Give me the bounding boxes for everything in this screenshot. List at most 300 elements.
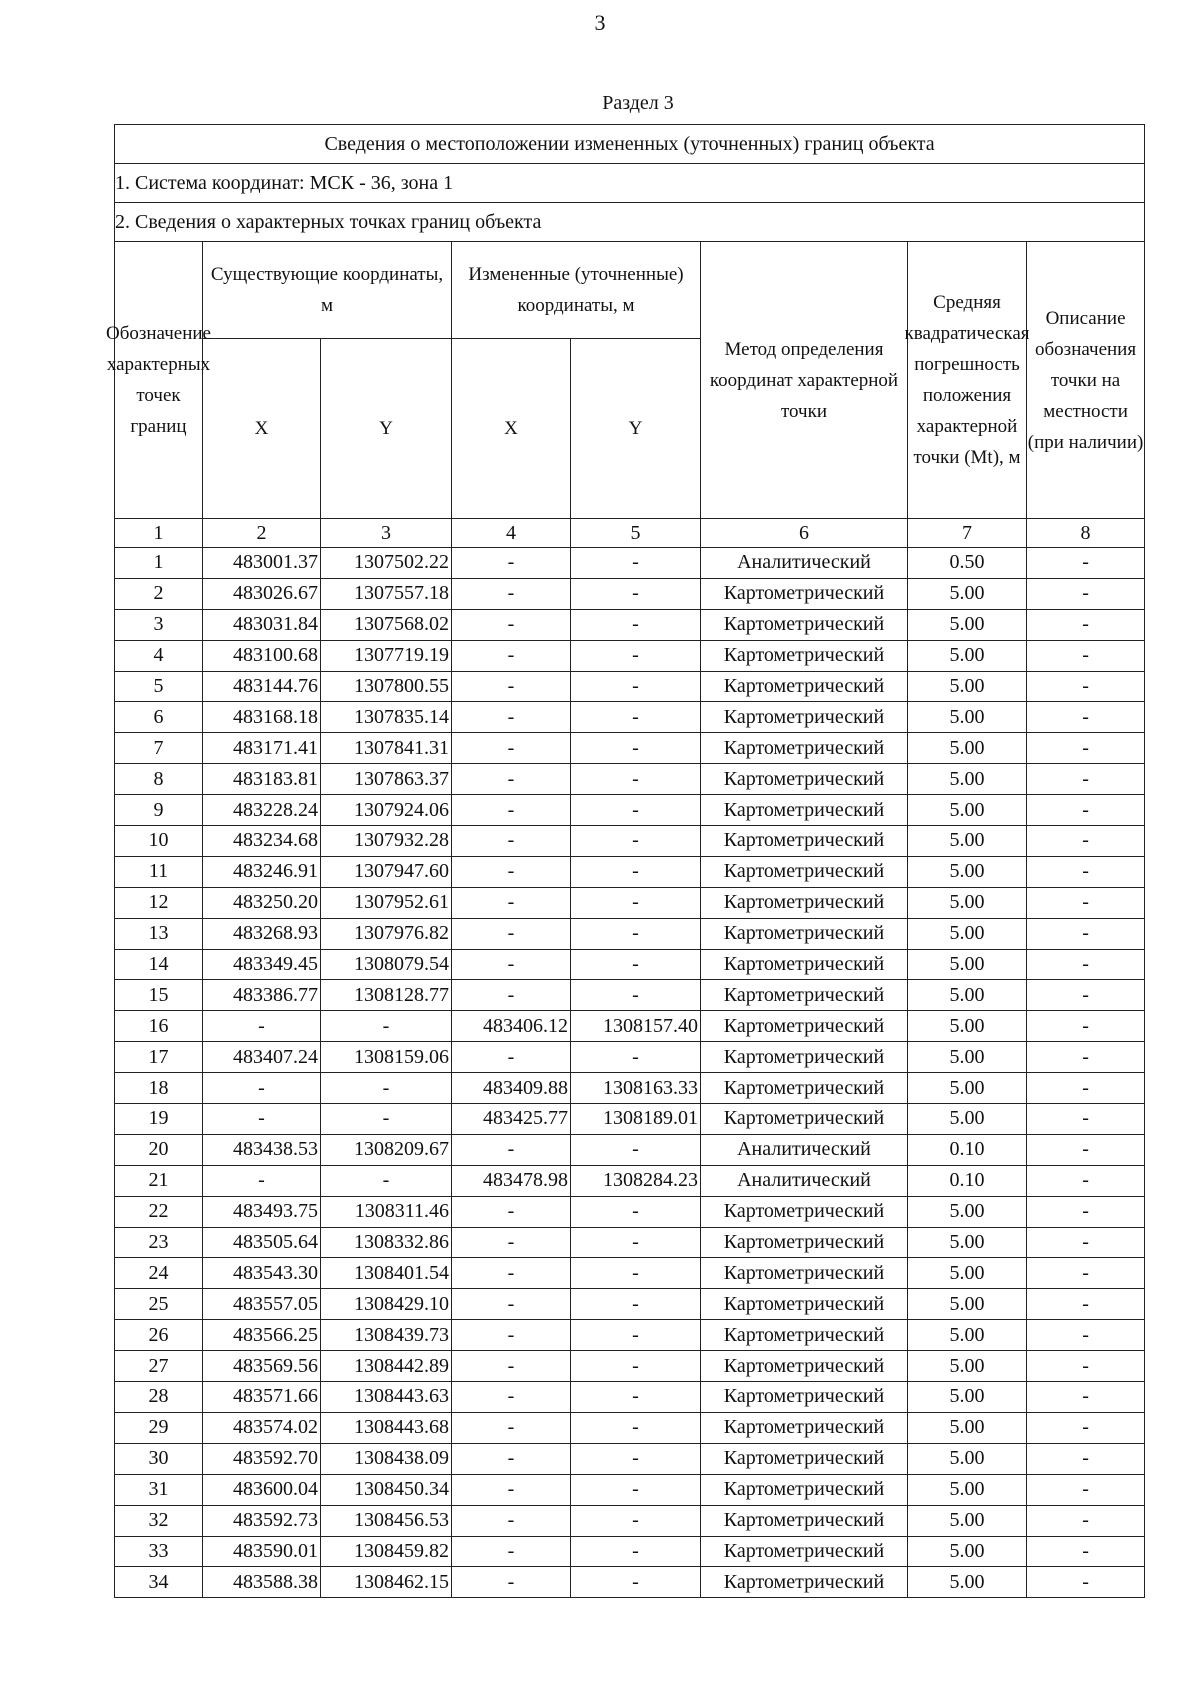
cell-y-existing: 1307932.28 bbox=[321, 826, 452, 857]
cell-y-changed: - bbox=[571, 1196, 701, 1227]
cell-point-number: 31 bbox=[115, 1474, 203, 1505]
cell-method: Аналитический bbox=[701, 548, 908, 579]
cell-x-changed: - bbox=[452, 795, 571, 826]
cell-x-existing: 483592.73 bbox=[203, 1505, 321, 1536]
cell-method: Картометрический bbox=[701, 795, 908, 826]
cell-method: Картометрический bbox=[701, 980, 908, 1011]
header-existing-coords: Существующие координаты, м bbox=[203, 242, 452, 339]
cell-method: Картометрический bbox=[701, 887, 908, 918]
cell-x-changed: - bbox=[452, 764, 571, 795]
cell-x-changed: - bbox=[452, 1042, 571, 1073]
page-number: 3 bbox=[594, 10, 606, 35]
cell-description: - bbox=[1027, 856, 1145, 887]
cell-mean-error: 5.00 bbox=[908, 1320, 1027, 1351]
cell-description: - bbox=[1027, 1042, 1145, 1073]
column-number: 2 bbox=[203, 519, 321, 548]
cell-y-changed: - bbox=[571, 1320, 701, 1351]
cell-description: - bbox=[1027, 578, 1145, 609]
cell-x-changed: - bbox=[452, 1227, 571, 1258]
cell-x-changed: - bbox=[452, 949, 571, 980]
cell-y-existing: 1308209.67 bbox=[321, 1134, 452, 1165]
cell-x-existing: 483571.66 bbox=[203, 1382, 321, 1413]
cell-y-changed: - bbox=[571, 1505, 701, 1536]
cell-x-existing: 483234.68 bbox=[203, 826, 321, 857]
cell-y-existing: 1308332.86 bbox=[321, 1227, 452, 1258]
cell-mean-error: 5.00 bbox=[908, 949, 1027, 980]
table-row bbox=[115, 1042, 1145, 1073]
cell-y-changed: 1308284.23 bbox=[571, 1165, 701, 1196]
header-method: Метод определения координат характерной точки bbox=[701, 242, 908, 519]
cell-mean-error: 5.00 bbox=[908, 1258, 1027, 1289]
table-row bbox=[115, 733, 1145, 764]
cell-y-existing: 1308429.10 bbox=[321, 1289, 452, 1320]
cell-y-existing: 1308462.15 bbox=[321, 1567, 452, 1598]
table-row bbox=[115, 548, 1145, 579]
cell-y-existing: 1307976.82 bbox=[321, 918, 452, 949]
cell-x-changed: - bbox=[452, 609, 571, 640]
cell-x-changed: - bbox=[452, 980, 571, 1011]
cell-method: Картометрический bbox=[701, 1073, 908, 1104]
cell-method: Картометрический bbox=[701, 733, 908, 764]
cell-description: - bbox=[1027, 1412, 1145, 1443]
cell-description: - bbox=[1027, 1536, 1145, 1567]
cell-y-changed: - bbox=[571, 578, 701, 609]
cell-mean-error: 5.00 bbox=[908, 671, 1027, 702]
cell-mean-error: 5.00 bbox=[908, 1289, 1027, 1320]
cell-y-existing: 1307502.22 bbox=[321, 548, 452, 579]
cell-point-number: 15 bbox=[115, 980, 203, 1011]
cell-mean-error: 5.00 bbox=[908, 1042, 1027, 1073]
cell-y-changed: 1308189.01 bbox=[571, 1104, 701, 1135]
cell-point-number: 28 bbox=[115, 1382, 203, 1413]
cell-y-existing: - bbox=[321, 1011, 452, 1042]
cell-x-existing: 483144.76 bbox=[203, 671, 321, 702]
cell-method: Картометрический bbox=[701, 702, 908, 733]
cell-y-changed: - bbox=[571, 980, 701, 1011]
cell-method: Картометрический bbox=[701, 1042, 908, 1073]
table-row bbox=[115, 640, 1145, 671]
cell-x-existing: - bbox=[203, 1165, 321, 1196]
table-row bbox=[115, 949, 1145, 980]
cell-x-changed: - bbox=[452, 733, 571, 764]
cell-y-existing: 1308439.73 bbox=[321, 1320, 452, 1351]
table-row bbox=[115, 795, 1145, 826]
cell-x-existing: 483592.70 bbox=[203, 1443, 321, 1474]
cell-method: Картометрический bbox=[701, 1196, 908, 1227]
table-row bbox=[115, 1320, 1145, 1351]
cell-mean-error: 5.00 bbox=[908, 1011, 1027, 1042]
cell-y-changed: - bbox=[571, 1474, 701, 1505]
cell-mean-error: 5.00 bbox=[908, 764, 1027, 795]
cell-y-changed: - bbox=[571, 1042, 701, 1073]
cell-x-existing: 483268.93 bbox=[203, 918, 321, 949]
cell-y-existing: 1307947.60 bbox=[321, 856, 452, 887]
cell-mean-error: 5.00 bbox=[908, 733, 1027, 764]
cell-mean-error: 5.00 bbox=[908, 578, 1027, 609]
cell-y-existing: 1307952.61 bbox=[321, 887, 452, 918]
cell-y-existing: 1308438.09 bbox=[321, 1443, 452, 1474]
cell-point-number: 4 bbox=[115, 640, 203, 671]
cell-y-changed: - bbox=[571, 1412, 701, 1443]
cell-y-changed: - bbox=[571, 733, 701, 764]
table-row bbox=[115, 980, 1145, 1011]
cell-description: - bbox=[1027, 1474, 1145, 1505]
cell-method: Картометрический bbox=[701, 609, 908, 640]
cell-method: Картометрический bbox=[701, 1289, 908, 1320]
column-number: 7 bbox=[908, 519, 1027, 548]
cell-point-number: 13 bbox=[115, 918, 203, 949]
cell-description: - bbox=[1027, 949, 1145, 980]
column-number: 3 bbox=[321, 519, 452, 548]
cell-method: Картометрический bbox=[701, 1505, 908, 1536]
column-number: 5 bbox=[571, 519, 701, 548]
cell-y-existing: 1308443.68 bbox=[321, 1412, 452, 1443]
cell-method: Аналитический bbox=[701, 1165, 908, 1196]
cell-y-changed: 1308157.40 bbox=[571, 1011, 701, 1042]
table-row bbox=[115, 918, 1145, 949]
cell-description: - bbox=[1027, 609, 1145, 640]
cell-y-changed: - bbox=[571, 764, 701, 795]
cell-y-changed: - bbox=[571, 1258, 701, 1289]
cell-description: - bbox=[1027, 826, 1145, 857]
cell-description: - bbox=[1027, 1196, 1145, 1227]
cell-x-existing: 483171.41 bbox=[203, 733, 321, 764]
cell-x-existing: 483569.56 bbox=[203, 1351, 321, 1382]
cell-x-existing: 483566.25 bbox=[203, 1320, 321, 1351]
cell-y-existing: 1307719.19 bbox=[321, 640, 452, 671]
cell-x-existing: 483031.84 bbox=[203, 609, 321, 640]
cell-y-existing: 1308443.63 bbox=[321, 1382, 452, 1413]
cell-mean-error: 5.00 bbox=[908, 1073, 1027, 1104]
cell-y-existing: 1308401.54 bbox=[321, 1258, 452, 1289]
cell-method: Картометрический bbox=[701, 1536, 908, 1567]
cell-description: - bbox=[1027, 1289, 1145, 1320]
cell-mean-error: 5.00 bbox=[908, 887, 1027, 918]
cell-mean-error: 5.00 bbox=[908, 1474, 1027, 1505]
cell-point-number: 1 bbox=[115, 548, 203, 579]
cell-point-number: 14 bbox=[115, 949, 203, 980]
cell-description: - bbox=[1027, 1165, 1145, 1196]
cell-point-number: 24 bbox=[115, 1258, 203, 1289]
cell-mean-error: 5.00 bbox=[908, 1536, 1027, 1567]
cell-mean-error: 5.00 bbox=[908, 1196, 1027, 1227]
cell-description: - bbox=[1027, 887, 1145, 918]
cell-y-existing: 1307924.06 bbox=[321, 795, 452, 826]
table-body bbox=[115, 548, 1145, 1598]
cell-x-existing: 483590.01 bbox=[203, 1536, 321, 1567]
cell-point-number: 22 bbox=[115, 1196, 203, 1227]
table-row bbox=[115, 1536, 1145, 1567]
cell-description: - bbox=[1027, 795, 1145, 826]
cell-description: - bbox=[1027, 548, 1145, 579]
cell-point-number: 6 bbox=[115, 702, 203, 733]
cell-y-changed: - bbox=[571, 640, 701, 671]
cell-x-changed: - bbox=[452, 1536, 571, 1567]
table-row bbox=[115, 578, 1145, 609]
column-number: 6 bbox=[701, 519, 908, 548]
cell-mean-error: 5.00 bbox=[908, 609, 1027, 640]
table-row bbox=[115, 1196, 1145, 1227]
cell-y-existing: 1307568.02 bbox=[321, 609, 452, 640]
column-number: 8 bbox=[1027, 519, 1145, 548]
cell-x-existing: 483183.81 bbox=[203, 764, 321, 795]
cell-point-number: 12 bbox=[115, 887, 203, 918]
cell-y-existing: - bbox=[321, 1165, 452, 1196]
table-row bbox=[115, 1289, 1145, 1320]
cell-x-changed: 483478.98 bbox=[452, 1165, 571, 1196]
cell-mean-error: 5.00 bbox=[908, 980, 1027, 1011]
table-row bbox=[115, 1104, 1145, 1135]
header-y-existing: Y bbox=[321, 339, 452, 519]
table-row bbox=[115, 1412, 1145, 1443]
cell-point-number: 5 bbox=[115, 671, 203, 702]
cell-x-changed: 483406.12 bbox=[452, 1011, 571, 1042]
cell-method: Картометрический bbox=[701, 1104, 908, 1135]
cell-method: Картометрический bbox=[701, 856, 908, 887]
cell-point-number: 3 bbox=[115, 609, 203, 640]
cell-method: Картометрический bbox=[701, 826, 908, 857]
cell-point-number: 17 bbox=[115, 1042, 203, 1073]
cell-point-number: 34 bbox=[115, 1567, 203, 1598]
cell-x-existing: 483001.37 bbox=[203, 548, 321, 579]
cell-method: Картометрический bbox=[701, 1227, 908, 1258]
cell-method: Картометрический bbox=[701, 949, 908, 980]
cell-y-existing: 1308456.53 bbox=[321, 1505, 452, 1536]
header-x-changed: X bbox=[452, 339, 571, 519]
cell-y-existing: 1308311.46 bbox=[321, 1196, 452, 1227]
cell-y-existing: 1308128.77 bbox=[321, 980, 452, 1011]
table-row bbox=[115, 1505, 1145, 1536]
cell-y-existing: 1307557.18 bbox=[321, 578, 452, 609]
table-row bbox=[115, 856, 1145, 887]
table-row bbox=[115, 764, 1145, 795]
header-point-designation: Обозначение характерных точек границ bbox=[106, 323, 211, 437]
cell-x-existing: 483600.04 bbox=[203, 1474, 321, 1505]
cell-y-changed: - bbox=[571, 856, 701, 887]
cell-x-existing: - bbox=[203, 1104, 321, 1135]
cell-method: Картометрический bbox=[701, 578, 908, 609]
cell-x-changed: 483409.88 bbox=[452, 1073, 571, 1104]
cell-mean-error: 5.00 bbox=[908, 1227, 1027, 1258]
table-row bbox=[115, 1227, 1145, 1258]
header-y-changed: Y bbox=[571, 339, 701, 519]
cell-y-changed: 1308163.33 bbox=[571, 1073, 701, 1104]
cell-x-changed: - bbox=[452, 640, 571, 671]
cell-x-existing: 483349.45 bbox=[203, 949, 321, 980]
cell-point-number: 19 bbox=[115, 1104, 203, 1135]
points-info-heading: 2. Сведения о характерных точках границ объекта bbox=[115, 203, 1145, 242]
cell-y-existing: 1308450.34 bbox=[321, 1474, 452, 1505]
table-row bbox=[115, 702, 1145, 733]
cell-x-existing: 483493.75 bbox=[203, 1196, 321, 1227]
cell-description: - bbox=[1027, 702, 1145, 733]
boundary-points-table bbox=[106, 124, 1145, 1598]
table-row bbox=[115, 609, 1145, 640]
column-number: 4 bbox=[452, 519, 571, 548]
cell-description: - bbox=[1027, 1505, 1145, 1536]
table-row bbox=[115, 1258, 1145, 1289]
cell-mean-error: 5.00 bbox=[908, 1382, 1027, 1413]
column-number-row bbox=[115, 519, 1145, 548]
cell-y-changed: - bbox=[571, 1289, 701, 1320]
cell-mean-error: 5.00 bbox=[908, 1104, 1027, 1135]
cell-y-existing: 1307835.14 bbox=[321, 702, 452, 733]
cell-description: - bbox=[1027, 733, 1145, 764]
cell-x-existing: 483574.02 bbox=[203, 1412, 321, 1443]
table-row bbox=[115, 1474, 1145, 1505]
cell-y-changed: - bbox=[571, 795, 701, 826]
cell-x-existing: 483588.38 bbox=[203, 1567, 321, 1598]
cell-y-existing: 1307841.31 bbox=[321, 733, 452, 764]
cell-point-number: 20 bbox=[115, 1134, 203, 1165]
header-changed-coords: Измененные (уточненные) координаты, м bbox=[452, 242, 701, 339]
cell-y-changed: - bbox=[571, 609, 701, 640]
table-row bbox=[115, 1382, 1145, 1413]
cell-method: Картометрический bbox=[701, 1258, 908, 1289]
cell-description: - bbox=[1027, 1227, 1145, 1258]
cell-mean-error: 5.00 bbox=[908, 702, 1027, 733]
cell-point-number: 18 bbox=[115, 1073, 203, 1104]
cell-y-changed: - bbox=[571, 671, 701, 702]
cell-description: - bbox=[1027, 1011, 1145, 1042]
column-number: 1 bbox=[115, 519, 203, 548]
cell-y-changed: - bbox=[571, 1351, 701, 1382]
cell-y-changed: - bbox=[571, 1382, 701, 1413]
cell-mean-error: 5.00 bbox=[908, 1443, 1027, 1474]
cell-x-existing: 483407.24 bbox=[203, 1042, 321, 1073]
cell-description: - bbox=[1027, 764, 1145, 795]
cell-point-number: 8 bbox=[115, 764, 203, 795]
cell-x-changed: - bbox=[452, 1567, 571, 1598]
cell-method: Картометрический bbox=[701, 1412, 908, 1443]
cell-method: Картометрический bbox=[701, 1443, 908, 1474]
header-description: Описание обозначения точки на местности (при наличии) bbox=[1027, 307, 1144, 453]
cell-y-existing: 1308079.54 bbox=[321, 949, 452, 980]
cell-description: - bbox=[1027, 1351, 1145, 1382]
cell-method: Картометрический bbox=[701, 640, 908, 671]
cell-point-number: 7 bbox=[115, 733, 203, 764]
cell-y-existing: - bbox=[321, 1073, 452, 1104]
table-row bbox=[115, 1165, 1145, 1196]
cell-x-existing: 483246.91 bbox=[203, 856, 321, 887]
cell-method: Картометрический bbox=[701, 764, 908, 795]
cell-description: - bbox=[1027, 980, 1145, 1011]
cell-description: - bbox=[1027, 640, 1145, 671]
cell-description: - bbox=[1027, 1104, 1145, 1135]
cell-y-changed: - bbox=[571, 548, 701, 579]
cell-y-changed: - bbox=[571, 1227, 701, 1258]
cell-x-changed: - bbox=[452, 856, 571, 887]
cell-point-number: 29 bbox=[115, 1412, 203, 1443]
cell-point-number: 27 bbox=[115, 1351, 203, 1382]
cell-x-changed: - bbox=[452, 548, 571, 579]
cell-x-changed: - bbox=[452, 578, 571, 609]
cell-point-number: 10 bbox=[115, 826, 203, 857]
table-row bbox=[115, 1073, 1145, 1104]
cell-y-changed: - bbox=[571, 918, 701, 949]
cell-description: - bbox=[1027, 1320, 1145, 1351]
cell-y-existing: 1307800.55 bbox=[321, 671, 452, 702]
cell-point-number: 2 bbox=[115, 578, 203, 609]
cell-description: - bbox=[1027, 1134, 1145, 1165]
cell-x-changed: - bbox=[452, 1289, 571, 1320]
cell-method: Картометрический bbox=[701, 1474, 908, 1505]
cell-y-changed: - bbox=[571, 1567, 701, 1598]
cell-y-existing: 1307863.37 bbox=[321, 764, 452, 795]
cell-point-number: 32 bbox=[115, 1505, 203, 1536]
cell-x-changed: - bbox=[452, 887, 571, 918]
cell-x-existing: 483168.18 bbox=[203, 702, 321, 733]
cell-description: - bbox=[1027, 1073, 1145, 1104]
cell-point-number: 26 bbox=[115, 1320, 203, 1351]
table-row bbox=[115, 1351, 1145, 1382]
cell-y-existing: 1308442.89 bbox=[321, 1351, 452, 1382]
cell-y-changed: - bbox=[571, 1134, 701, 1165]
cell-x-changed: - bbox=[452, 1443, 571, 1474]
table-row bbox=[115, 1011, 1145, 1042]
table-row bbox=[115, 671, 1145, 702]
cell-description: - bbox=[1027, 1258, 1145, 1289]
cell-x-changed: - bbox=[452, 702, 571, 733]
cell-mean-error: 0.50 bbox=[908, 548, 1027, 579]
cell-method: Картометрический bbox=[701, 1567, 908, 1598]
cell-x-existing: 483543.30 bbox=[203, 1258, 321, 1289]
cell-x-existing: 483438.53 bbox=[203, 1134, 321, 1165]
cell-x-existing: 483100.68 bbox=[203, 640, 321, 671]
cell-x-changed: - bbox=[452, 1412, 571, 1443]
table-row bbox=[115, 887, 1145, 918]
table-row bbox=[115, 1443, 1145, 1474]
section-title: Раздел 3 bbox=[602, 92, 674, 114]
cell-x-existing: 483026.67 bbox=[203, 578, 321, 609]
cell-mean-error: 5.00 bbox=[908, 918, 1027, 949]
cell-y-existing: 1308459.82 bbox=[321, 1536, 452, 1567]
cell-description: - bbox=[1027, 918, 1145, 949]
cell-point-number: 25 bbox=[115, 1289, 203, 1320]
cell-method: Аналитический bbox=[701, 1134, 908, 1165]
cell-method: Картометрический bbox=[701, 1351, 908, 1382]
cell-x-changed: - bbox=[452, 1258, 571, 1289]
cell-mean-error: 5.00 bbox=[908, 1351, 1027, 1382]
table-row bbox=[115, 1567, 1145, 1598]
cell-x-changed: - bbox=[452, 671, 571, 702]
cell-description: - bbox=[1027, 1443, 1145, 1474]
cell-description: - bbox=[1027, 671, 1145, 702]
cell-y-existing: - bbox=[321, 1104, 452, 1135]
cell-x-existing: 483505.64 bbox=[203, 1227, 321, 1258]
cell-mean-error: 5.00 bbox=[908, 640, 1027, 671]
cell-x-existing: 483557.05 bbox=[203, 1289, 321, 1320]
cell-y-changed: - bbox=[571, 826, 701, 857]
cell-y-changed: - bbox=[571, 1443, 701, 1474]
cell-x-existing: - bbox=[203, 1011, 321, 1042]
cell-point-number: 16 bbox=[115, 1011, 203, 1042]
cell-description: - bbox=[1027, 1382, 1145, 1413]
cell-y-changed: - bbox=[571, 1536, 701, 1567]
cell-x-changed: - bbox=[452, 1474, 571, 1505]
cell-x-changed: - bbox=[452, 1351, 571, 1382]
cell-x-existing: 483386.77 bbox=[203, 980, 321, 1011]
header-x-existing: X bbox=[203, 339, 321, 519]
cell-mean-error: 0.10 bbox=[908, 1134, 1027, 1165]
cell-description: - bbox=[1027, 1567, 1145, 1598]
table-row bbox=[115, 1134, 1145, 1165]
cell-method: Картометрический bbox=[701, 1320, 908, 1351]
cell-x-changed: - bbox=[452, 1505, 571, 1536]
cell-point-number: 9 bbox=[115, 795, 203, 826]
cell-point-number: 30 bbox=[115, 1443, 203, 1474]
cell-point-number: 33 bbox=[115, 1536, 203, 1567]
